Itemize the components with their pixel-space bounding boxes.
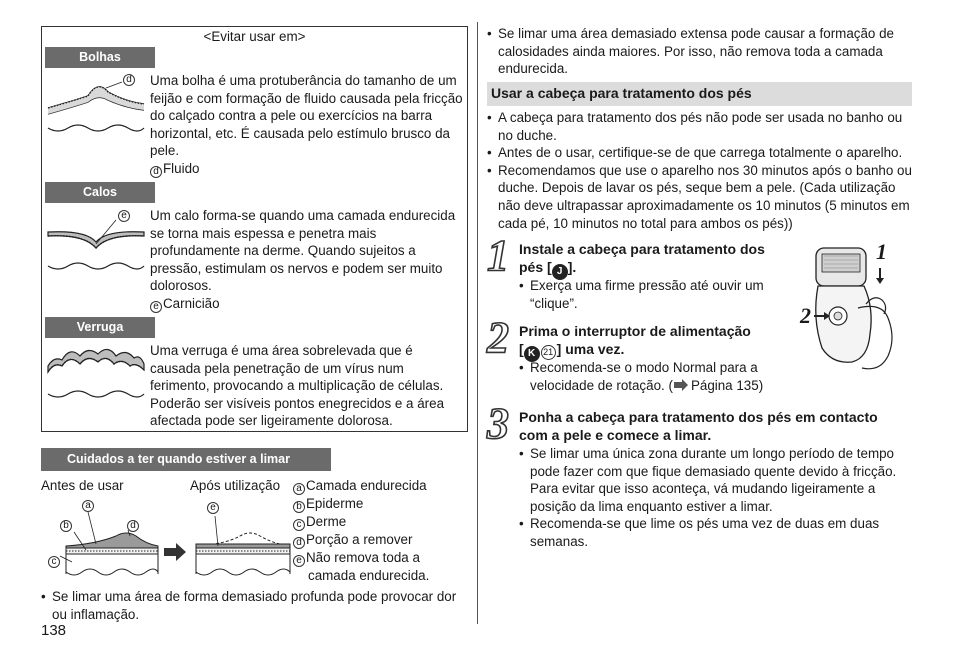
step-2-title: Prima o interruptor de alimentação [ K 21 ] uma vez. bbox=[519, 322, 809, 362]
text-line: Uma bolha é uma protuberância do tamanho de um bbox=[150, 73, 457, 88]
figure-label-2: 2 bbox=[800, 303, 811, 328]
legend-item bbox=[293, 477, 468, 495]
list-item: • Se limar uma área demasiado extensa pode causar a formação de calosidades ainda maiores. Por isso, não remova toda a camada endurecida. bbox=[487, 25, 917, 78]
list-item: • Antes de o usar, certifique-se de que carrega totalmente o aparelho. bbox=[487, 144, 917, 162]
legend-marker: a bbox=[293, 483, 305, 495]
step-2-notes bbox=[519, 359, 799, 394]
avoid-title: <Evitar usar em> bbox=[203, 29, 306, 44]
before-marker-b: b bbox=[60, 520, 72, 532]
legend-text: Camada endurecida bbox=[306, 478, 427, 493]
callus-illustration bbox=[46, 212, 146, 278]
list-item: • Se limar uma única zona durante um longo período de tempo pode fazer com que fique demasiado quente devido à fricção. Para evitar que isso aconteça, vá mudando ligeiramente a posição da lima enquanto estiver a limar. bbox=[519, 445, 914, 515]
list-item: • A cabeça para tratamento dos pés não pode ser usada no banho ou no duche. bbox=[487, 109, 917, 144]
page-reference-arrow-icon bbox=[673, 379, 689, 391]
legend-text: Derme bbox=[306, 514, 347, 529]
note-text: Carnicião bbox=[163, 295, 220, 311]
list-item: • Recomendamos que use o aparelho nos 30 minutos após o banho ou duche. Depois de lavar os pés, seque bem a pele. (Cada utilização não deve ultrapassar aproximadamente os 10 minutos (5 minutos em cada pé, 10 minutos no total para ambos os pés)) bbox=[487, 162, 917, 232]
text-line: pele. bbox=[150, 143, 180, 159]
bolhas-text bbox=[150, 72, 465, 178]
text-line: profundamente na derme. Quando sujeitos a bbox=[150, 243, 416, 259]
calos-text bbox=[150, 207, 465, 313]
note-carnicao bbox=[150, 295, 465, 313]
legend-marker: b bbox=[293, 501, 305, 513]
legend-text: Epiderme bbox=[306, 496, 364, 511]
foot-head-attachment-icon: J bbox=[552, 264, 568, 280]
column-divider bbox=[477, 22, 478, 624]
page-number: 138 bbox=[41, 622, 67, 639]
legend-list bbox=[293, 477, 468, 585]
before-illustration bbox=[46, 496, 166, 580]
legend-item bbox=[293, 495, 468, 513]
text-line: Uma verruga é uma área sobrelevada que é bbox=[150, 343, 413, 358]
legend-item bbox=[293, 513, 468, 531]
verruga-text bbox=[150, 342, 465, 430]
after-marker-e: e bbox=[207, 502, 219, 514]
before-marker-c: c bbox=[48, 556, 60, 568]
note-text: Fluido bbox=[163, 160, 200, 176]
power-switch-icon: K bbox=[524, 346, 540, 362]
text-line: se torna mais espessa e penetra mais bbox=[150, 225, 377, 241]
step-1-title: Instale a cabeça para tratamento dos pés [ J ]. bbox=[519, 240, 799, 280]
wart-illustration bbox=[46, 340, 146, 406]
step-1-notes bbox=[519, 277, 779, 312]
section-title: Usar a cabeça para tratamento dos pés bbox=[491, 85, 752, 101]
note-marker: d bbox=[150, 166, 162, 178]
text-line: horizontal, etc. É causada pelo estímulo brusco da bbox=[150, 125, 450, 141]
blister-marker-d: d bbox=[123, 74, 135, 86]
circled-number: 21 bbox=[541, 345, 556, 360]
text-line: feijão e com formação de fluido causada pela fricção bbox=[150, 90, 463, 106]
legend-marker: d bbox=[293, 537, 305, 549]
text-line: Um calo forma-se quando uma camada endurecida bbox=[150, 208, 456, 223]
list-item: • Se limar uma área de forma demasiado profunda pode provocar dor ou inflamação. bbox=[41, 588, 466, 623]
text-line: ferimento, provocando a multiplicação de células. bbox=[150, 378, 444, 394]
legend-text: Porção a remover bbox=[306, 532, 413, 547]
list-item: • Exerça uma firme pressão até ouvir um “clique”. bbox=[519, 277, 779, 312]
note-fluido bbox=[150, 160, 465, 178]
text-line: Poderão ser visíveis pontos enegrecidos e a área bbox=[150, 395, 445, 411]
deep-filing-warning bbox=[41, 588, 466, 623]
before-label: Antes de usar bbox=[41, 478, 124, 493]
text-line: afectada pode ser ligeiramente dolorosa. bbox=[150, 413, 393, 429]
section-label-verruga: Verruga bbox=[45, 317, 155, 338]
text-line: do calçado contra a pele ou exercícios na barra bbox=[150, 108, 433, 124]
legend-item bbox=[293, 549, 468, 567]
before-marker-d: d bbox=[127, 520, 139, 532]
extensive-area-warning bbox=[487, 25, 917, 78]
text-line: dolorosos. bbox=[150, 278, 212, 294]
note-marker: e bbox=[150, 301, 162, 313]
after-label: Após utilização bbox=[190, 478, 281, 493]
step-3-notes bbox=[519, 445, 914, 551]
figure-label-1: 1 bbox=[876, 239, 887, 264]
before-marker-a: a bbox=[82, 500, 94, 512]
arrow-right-icon bbox=[162, 542, 188, 562]
usage-notes bbox=[487, 109, 917, 232]
step-number-3: 3 bbox=[487, 399, 509, 448]
callus-marker-e: e bbox=[118, 210, 130, 222]
step-number-1: 1 bbox=[487, 231, 509, 280]
step-number-2: 2 bbox=[487, 313, 509, 362]
section-label-bolhas: Bolhas bbox=[45, 47, 155, 68]
legend-marker: e bbox=[293, 555, 305, 567]
legend-text-cont: camada endurecida. bbox=[308, 568, 430, 583]
legend-text: Não remova toda a bbox=[306, 550, 420, 565]
text-line: pressão, estimulam os nervos e podem ser muito bbox=[150, 260, 443, 276]
list-item: • Recomenda-se o modo Normal para a velocidade de rotação. ( Página 135) bbox=[519, 359, 799, 394]
legend-item bbox=[293, 531, 468, 549]
care-section-title: Cuidados a ter quando estiver a limar bbox=[41, 448, 331, 471]
section-label-calos: Calos bbox=[45, 182, 155, 203]
text-line: causada pela penetração de um vírus num bbox=[150, 360, 404, 376]
legend-marker: c bbox=[293, 519, 305, 531]
list-item: • Recomenda-se que lime os pés uma vez de duas em duas semanas. bbox=[519, 515, 914, 550]
step-3-title: Ponha a cabeça para tratamento dos pés em contacto com a pele e comece a limar. bbox=[519, 409, 878, 443]
